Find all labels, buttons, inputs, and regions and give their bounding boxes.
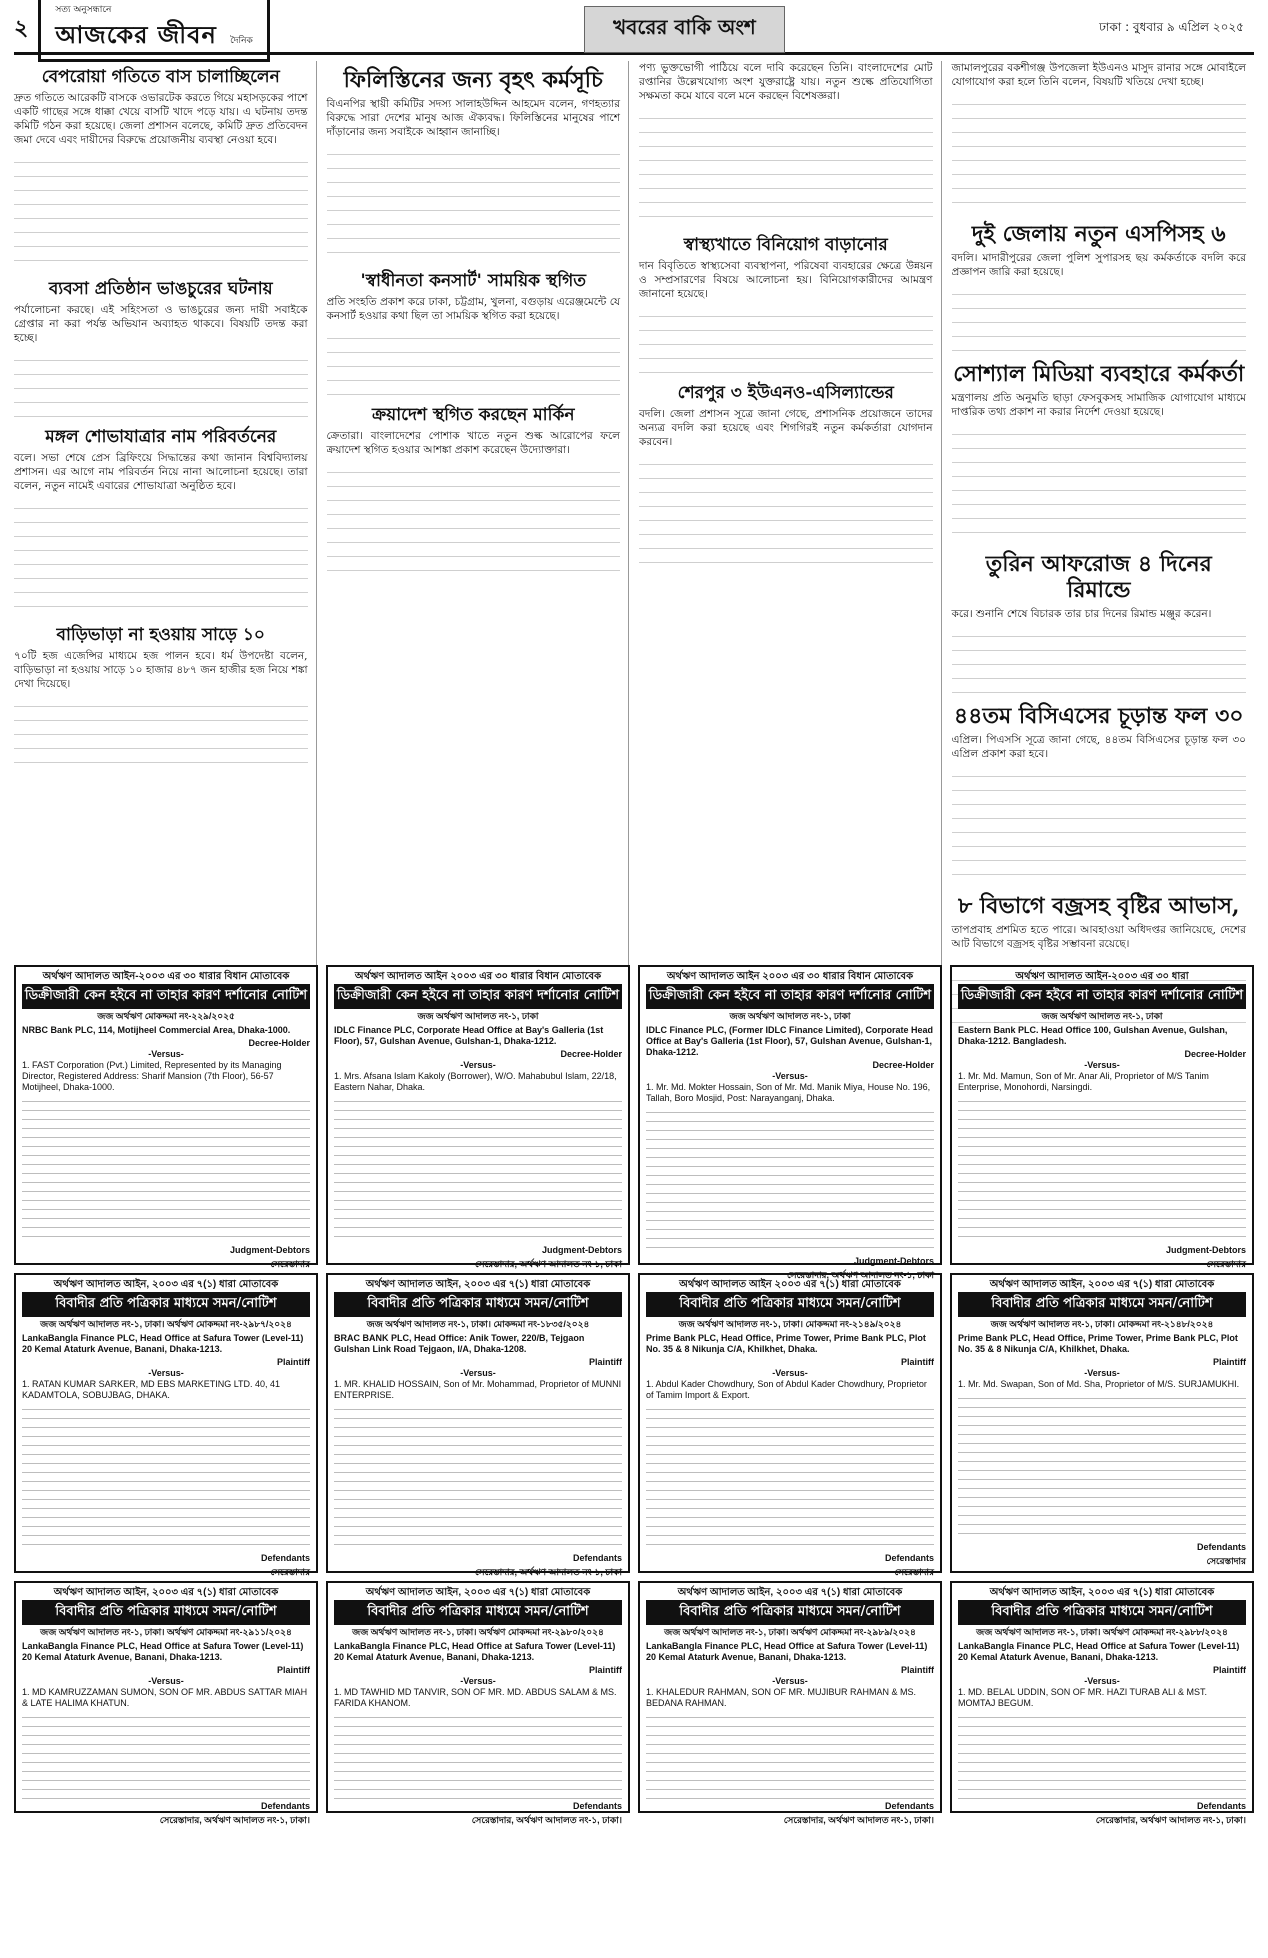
headline[interactable]: ৮ বিভাগে বজ্রসহ বৃষ্টির আভাস, bbox=[957, 893, 1240, 919]
article-text: দ্রুত গতিতে আরেকটি বাসকে ওভারটেক করতে গিয়ে মহাসড়কের পাশে একটি গাছের সঙ্গে ধাক্কা খেয়ে বাসটি খাদে পড়ে যায়। এ ঘটনায় তদন্ত কমিটি গঠন করা হয়েছে। জেলা প্রশাসন বলেছে, কমিটি দ্রুত প্রতিবেদন জমা দেবে এবং দায়ীদের বিরুদ্ধে প্রয়োজনীয় ব্যবস্থা নেওয়া হবে। bbox=[14, 92, 308, 146]
legal-notice[interactable] bbox=[950, 1273, 1254, 1573]
notice-signature: সেরেস্তাদার bbox=[1206, 1556, 1246, 1566]
notice-versus: -Versus- bbox=[148, 1368, 184, 1378]
headline[interactable]: সোশ্যাল মিডিয়া ব্যবহারে কর্মকর্তা bbox=[953, 361, 1245, 387]
article bbox=[14, 427, 308, 619]
notice-body-lines bbox=[22, 1711, 310, 1801]
notice-act: অর্থঋণ আদালত আইন-২০০৩ এর ৩০ ধারার বিধান মোতাবেক bbox=[42, 971, 290, 982]
notice-plaintiff: LankaBangla Finance PLC, Head Office at Safura Tower (Level-11) 20 Kemal Ataturk Avenue, Banani, Dhaka-1213. bbox=[22, 1333, 304, 1354]
notice-case-number: জজ অর্থঋণ মোকদ্দমা নং-২২৯/২০২৫ bbox=[97, 1011, 235, 1021]
notice-act: অর্থঋণ আদালত আইন ২০০৩ এর ৩০ ধারার বিধান মোতাবেক bbox=[354, 971, 602, 982]
notice-plaintiff-role: Plaintiff bbox=[901, 1357, 934, 1367]
headline[interactable]: ৪৪তম বিসিএসের চূড়ান্ত ফল ৩০ bbox=[953, 703, 1244, 729]
legal-notice[interactable] bbox=[14, 965, 318, 1269]
notice-defendants: 1. Mr. Md. Swapan, Son of Md. Sha, Proprietor of M/S. SURJAMUKHI. bbox=[958, 1379, 1240, 1389]
notice-plaintiff: BRAC BANK PLC, Head Office: Anik Tower, 220/B, Tejgaon Gulshan Link Road Tejgaon, I/A, Dhaka-1208. bbox=[334, 1333, 585, 1354]
notice-body-lines bbox=[334, 1403, 622, 1553]
notice-act: অর্থঋণ আদালত আইন ২০০৩ এর ৭(১) ধারা মোতাবেক bbox=[679, 1279, 901, 1290]
notice-defendant-role: Judgment-Debtors bbox=[229, 1245, 310, 1255]
notice-case-number: জজ অর্থঋণ আদালত নং-১, ঢাকা। মোকদ্দমা নং-২১৪৯/২০২৪ bbox=[678, 1319, 902, 1329]
notice-case-number: জজ অর্থঋণ আদালত নং-১, ঢাকা। অর্থঋণ মোকদ্দমা নং-২৯৮০/২০২৪ bbox=[352, 1627, 604, 1637]
notice-act: অর্থঋণ আদালত আইন, ২০০৩ এর ৭(১) ধারা মোতাবেক bbox=[53, 1279, 279, 1290]
notice-versus: -Versus- bbox=[460, 1060, 496, 1070]
notice-act: অর্থঋণ আদালত আইন ২০০৩ এর ৩০ ধারার বিধান মোতাবেক bbox=[666, 971, 914, 982]
article-text: ক্রেতারা। বাংলাদেশের পোশাক খাতে নতুন শুল্ক আরোপের ফলে ক্রয়াদেশ স্থগিত হওয়ার আশঙ্কা প্রকাশ করেছেন উদ্যোক্তারা। bbox=[326, 430, 620, 456]
article bbox=[327, 271, 621, 399]
article-body-lines bbox=[952, 95, 1247, 215]
notice-defendants: 1. Mrs. Afsana Islam Kakoly (Borrower), W/O. Mahabubul Islam, 22/18, Eastern Nahar, Dhaka. bbox=[334, 1071, 617, 1092]
notice-title: ডিক্রীজারী কেন হইবে না তাহার কারণ দর্শানোর নোটিশ bbox=[646, 984, 934, 1009]
notice-act: অর্থঋণ আদালত আইন, ২০০৩ এর ৭(১) ধারা মোতাবেক bbox=[989, 1587, 1215, 1598]
notice-case-number: জজ অর্থঋণ আদালত নং-১, ঢাকা। অর্থঋণ মোকদ্দমা নং-২৯৮৭/২০২৪ bbox=[40, 1319, 292, 1329]
notice-body-lines bbox=[22, 1095, 310, 1245]
headline[interactable]: মঙ্গল শোভাযাত্রার নাম পরিবর্তনের bbox=[45, 427, 277, 447]
article bbox=[952, 703, 1247, 887]
headline[interactable]: স্বাস্থ্যখাতে বিনিয়োগ বাড়ানোর bbox=[683, 235, 888, 255]
notice-signature: সেরেস্তাদার bbox=[270, 1259, 310, 1269]
dateline: ঢাকা : বুধবার ৯ এপ্রিল ২০২৫ bbox=[1099, 20, 1244, 34]
notice-defendant-role: Defendants bbox=[884, 1801, 934, 1811]
headline[interactable]: ফিলিস্তিনের জন্য বৃহৎ কর্মসূচি bbox=[343, 67, 603, 93]
article-text: বিএনপির স্থায়ী কমিটির সদস্য সালাহউদ্দিন আহমেদ বলেন, গণহত্যার বিরুদ্ধে সারা দেশের মানুষ আজ ঐক্যবদ্ধ। ফিলিস্তিনের মানুষের পাশে দাঁড়ানোর জন্য সবাইকে আহ্বান জানাচ্ছি। bbox=[326, 98, 620, 138]
article-body-lines bbox=[14, 697, 308, 767]
notice-body-lines bbox=[22, 1403, 310, 1553]
column-3 bbox=[639, 61, 942, 1033]
article-body-lines bbox=[14, 499, 308, 619]
notice-title: বিবাদীর প্রতি পত্রিকার মাধ্যমে সমন/নোটিশ bbox=[334, 1292, 622, 1317]
article bbox=[327, 405, 621, 583]
notice-act: অর্থঋণ আদালত আইন-২০০৩ এর ৩০ ধারা bbox=[1015, 971, 1189, 982]
notice-title: ডিক্রীজারী কেন হইবে না তাহার কারণ দর্শানোর নোটিশ bbox=[958, 984, 1246, 1009]
notice-plaintiff-role: Plaintiff bbox=[277, 1665, 310, 1675]
article-text: পর্যালোচনা করছে। এই সহিংসতা ও ভাঙচুরের জন্য দায়ী সবাইকে গ্রেপ্তার না করা পর্যন্ত অভিযান অব্যাহত থাকবে। বিষয়টি তদন্ত করা হচ্ছে। bbox=[14, 304, 308, 344]
notice-plaintiff: LankaBangla Finance PLC, Head Office at Safura Tower (Level-11) 20 Kemal Ataturk Avenue, Banani, Dhaka-1213. bbox=[646, 1641, 928, 1662]
logo-tagline: সত্য অনুসন্ধানে bbox=[55, 4, 112, 15]
column-1 bbox=[14, 61, 317, 1033]
notice-title: বিবাদীর প্রতি পত্রিকার মাধ্যমে সমন/নোটিশ bbox=[646, 1600, 934, 1625]
article bbox=[639, 61, 933, 229]
notice-plaintiff-role: Plaintiff bbox=[901, 1665, 934, 1675]
article-body-lines bbox=[14, 153, 308, 273]
page-number: ২ bbox=[14, 15, 29, 41]
notice-signature: সেরেস্তাদার, অর্থঋণ আদালত নং-১, ঢাকা। bbox=[1095, 1815, 1246, 1825]
notice-versus: -Versus- bbox=[460, 1676, 496, 1686]
notice-act: অর্থঋণ আদালত আইন, ২০০৩ এর ৭(১) ধারা মোতাবেক bbox=[989, 1279, 1215, 1290]
notice-plaintiff: Prime Bank PLC, Head Office, Prime Tower, Prime Bank PLC, Plot No. 35 & 8 Nikunja C/A, Khilkhet, Dhaka. bbox=[958, 1333, 1238, 1354]
legal-notice[interactable] bbox=[326, 1581, 630, 1825]
article-body-lines bbox=[14, 351, 308, 421]
notice-defendants: 1. Mr. Md. Mokter Hossain, Son of Mr. Md. Manik Miya, House No. 196, Tallah, Boro Mosjid, Post: Narayanganj, Dhaka. bbox=[646, 1082, 931, 1103]
notice-versus: -Versus- bbox=[1084, 1676, 1120, 1686]
notice-plaintiff-role: Decree-Holder bbox=[872, 1060, 934, 1070]
article-body-lines bbox=[639, 307, 933, 377]
notice-plaintiff-role: Plaintiff bbox=[589, 1357, 622, 1367]
legal-notice[interactable] bbox=[638, 965, 942, 1280]
notice-title: বিবাদীর প্রতি পত্রিকার মাধ্যমে সমন/নোটিশ bbox=[22, 1600, 310, 1625]
logo-sub: দৈনিক bbox=[230, 35, 253, 46]
notice-body-lines bbox=[334, 1095, 622, 1245]
notice-plaintiff-role: Decree-Holder bbox=[1184, 1049, 1246, 1059]
notice-case-number: জজ অর্থঋণ আদালত নং-১, ঢাকা। মোকদ্দমা নং-২১৪৮/২০২৪ bbox=[990, 1319, 1214, 1329]
article-text: এপ্রিল। পিএসসি সূত্রে জানা গেছে, ৪৪তম বিসিএসের চূড়ান্ত ফল ৩০ এপ্রিল প্রকাশ করা হবে। bbox=[951, 734, 1246, 760]
headline[interactable]: 'স্বাধীনতা কনসার্ট' সাময়িক স্থগিত bbox=[360, 271, 586, 291]
headline[interactable]: তুরিন আফরোজ ৪ দিনের রিমান্ডে bbox=[985, 551, 1212, 603]
notice-versus: -Versus- bbox=[148, 1049, 184, 1059]
notice-plaintiff: Prime Bank PLC, Head Office, Prime Tower, Prime Bank PLC, Plot No. 35 & 8 Nikunja C/A, Khilkhet, Dhaka. bbox=[646, 1333, 926, 1354]
notice-versus: -Versus- bbox=[1084, 1060, 1120, 1070]
notice-title: ডিক্রীজারী কেন হইবে না তাহার কারণ দর্শানোর নোটিশ bbox=[334, 984, 622, 1009]
article-text: মন্ত্রণালয় প্রতি অনুমতি ছাড়া ফেসবুকসহ সামাজিক যোগাযোগ মাধ্যমে দাপ্তরিক তথ্য প্রকাশ না করার নির্দেশ দেওয়া হয়েছে। bbox=[951, 392, 1246, 418]
notice-defendants: 1. FAST Corporation (Pvt.) Limited, Represented by its Managing Director, Registered Address: Sharif Mansion (7th Floor), 56-57 Motijheel, Dhaka-1000. bbox=[22, 1060, 282, 1092]
legal-notice[interactable] bbox=[326, 1273, 630, 1577]
headline[interactable]: বাড়িভাড়া না হওয়ায় সাড়ে ১০ bbox=[56, 625, 265, 645]
article-text: দান বিবৃতিতে স্বাস্থ্যসেবা ব্যবস্থাপনা, পরিষেবা ব্যবহারের ক্ষেত্রে উন্নয়ন ও সম্প্রসারণের বিষয়ে আলোচনা হয়। বিনিয়োগকারীদের আমন্ত্রণ জানানো হয়েছে। bbox=[639, 260, 933, 300]
notice-plaintiff: IDLC Finance PLC, (Former IDLC Finance Limited), Corporate Head Office at Bay's Galleria (1st Floor), 57, Gulshan Avenue, Gulshan-1, Dhaka-1212. bbox=[646, 1025, 934, 1057]
logo-text: আজকের জীবন bbox=[55, 19, 217, 49]
notice-defendants: 1. Abdul Kader Chowdhury, Son of Abdul Kader Chowdhury, Proprietor of Tamim Import & Export. bbox=[646, 1379, 927, 1400]
article bbox=[952, 361, 1247, 545]
masthead bbox=[14, 6, 1254, 55]
notice-title: বিবাদীর প্রতি পত্রিকার মাধ্যমে সমন/নোটিশ bbox=[22, 1292, 310, 1317]
notice-act: অর্থঋণ আদালত আইন, ২০০৩ এর ৭(১) ধারা মোতাবেক bbox=[365, 1279, 591, 1290]
notice-plaintiff-role: Plaintiff bbox=[1213, 1665, 1246, 1675]
article bbox=[327, 67, 621, 265]
notice-case-number: জজ অর্থঋণ আদালত নং-১, ঢাকা bbox=[729, 1011, 851, 1021]
notice-versus: -Versus- bbox=[460, 1368, 496, 1378]
notice-defendants: 1. MD KAMRUZZAMAN SUMON, SON OF MR. ABDUS SATTAR MIAH & LATE HALIMA KHATUN. bbox=[22, 1687, 308, 1708]
notice-body-lines bbox=[646, 1403, 934, 1553]
article-text: জামালপুরের বকশীগঞ্জ উপজেলা ইউএনও মাসুদ রানার সঙ্গে মোবাইলে যোগাযোগ করা হলে তিনি বলেন, বিষয়টি খতিয়ে দেখা হচ্ছে। bbox=[951, 62, 1246, 88]
notice-case-number: জজ অর্থঋণ আদালত নং-১, ঢাকা। মোকদ্দমা নং-১৮৩৫/২০২৪ bbox=[366, 1319, 590, 1329]
newspaper-logo[interactable] bbox=[38, 0, 269, 62]
notice-body-lines bbox=[958, 1095, 1246, 1245]
notice-signature: সেরেস্তাদার, অর্থঋণ আদালত নং-১, ঢাকা bbox=[786, 1270, 934, 1280]
headline[interactable]: ব্যবসা প্রতিষ্ঠান ভাঙচুরের ঘটনায় bbox=[48, 279, 273, 299]
notice-defendant-role: Defendants bbox=[572, 1801, 622, 1811]
section-title: খবরের বাকি অংশ bbox=[584, 6, 785, 53]
article-text: তাপপ্রবাহ প্রশমিত হতে পারে। আবহাওয়া অধিদপ্তর জানিয়েছে, দেশের আট বিভাগে বজ্রসহ বৃষ্টির সম্ভাবনা রয়েছে। bbox=[951, 924, 1246, 950]
notice-plaintiff: NRBC Bank PLC, 114, Motijheel Commercial Area, Dhaka-1000. bbox=[22, 1025, 291, 1035]
notice-signature: সেরেস্তাদার, অর্থঋণ আদালত নং-১, ঢাকা bbox=[474, 1259, 622, 1269]
notice-defendants: 1. MD. BELAL UDDIN, SON OF MR. HAZI TURAB ALI & MST. MOMTAJ BEGUM. bbox=[958, 1687, 1208, 1708]
notice-defendant-role: Defendants bbox=[572, 1553, 622, 1563]
legal-notice[interactable] bbox=[950, 965, 1254, 1269]
article bbox=[639, 235, 933, 377]
notice-case-number: জজ অর্থঋণ আদালত নং-১, ঢাকা। অর্থঋণ মোকদ্দমা নং-২৯৮৯/২০২৪ bbox=[664, 1627, 916, 1637]
article bbox=[952, 221, 1247, 355]
notice-title: বিবাদীর প্রতি পত্রিকার মাধ্যমে সমন/নোটিশ bbox=[958, 1292, 1246, 1317]
notice-defendants: 1. KHALEDUR RAHMAN, SON OF MR. MUJIBUR RAHMAN & MS. BEDANA RAHMAN. bbox=[646, 1687, 917, 1708]
article bbox=[639, 383, 933, 575]
article bbox=[14, 67, 308, 273]
notice-signature: সেরেস্তাদার, অর্থঋণ আদালত নং-১, ঢাকা। bbox=[159, 1815, 310, 1825]
notice-defendant-role: Defendants bbox=[884, 1553, 934, 1563]
article bbox=[952, 551, 1247, 697]
notice-plaintiff: IDLC Finance PLC, Corporate Head Office at Bay's Galleria (1st Floor), 57, Gulshan Avenue, Gulshan-1, Dhaka-1212. bbox=[334, 1025, 604, 1046]
article-text: বলে। সভা শেষে প্রেস ব্রিফিংয়ে সিদ্ধান্তের কথা জানান বিশ্ববিদ্যালয় প্রশাসন। এর আগে নাম পরিবর্তন নিয়ে নানা আলোচনা হয়েছে। তারা বলেন, নতুন নামেই এবারের শোভাযাত্রা অনুষ্ঠিত হবে। bbox=[14, 452, 308, 492]
notice-signature: সেরেস্তাদার, অর্থঋণ আদালত নং-১, ঢাকা। bbox=[471, 1815, 622, 1825]
article-text: ৭০টি হজ এজেন্সির মাধ্যমে হজ পালন হবে। ধর্ম উপদেষ্টা বলেন, বাড়িভাড়া না হওয়ায় সাড়ে ১০ হাজার ৪৮৭ জন হাজীর হজ নিয়ে শঙ্কা দেখা দিয়েছে। bbox=[14, 650, 308, 690]
article-body-lines bbox=[952, 627, 1247, 697]
notice-signature: সেরেস্তাদার bbox=[894, 1567, 934, 1577]
notice-body-lines bbox=[646, 1711, 934, 1801]
notice-plaintiff: LankaBangla Finance PLC, Head Office at Safura Tower (Level-11) 20 Kemal Ataturk Avenue, Banani, Dhaka-1213. bbox=[334, 1641, 616, 1662]
legal-notices bbox=[14, 965, 1254, 1825]
legal-notice[interactable] bbox=[326, 965, 630, 1269]
notice-defendant-role: Defendants bbox=[260, 1553, 310, 1563]
headline[interactable]: দুই জেলায় নতুন এসপিসহ ৬ bbox=[971, 221, 1226, 247]
notice-case-number: জজ অর্থঋণ আদালত নং-১, ঢাকা bbox=[1041, 1011, 1163, 1021]
notice-versus: -Versus- bbox=[772, 1368, 808, 1378]
notice-defendant-role: Defendants bbox=[1196, 1542, 1246, 1552]
article-body-lines bbox=[327, 463, 621, 583]
notice-defendant-role: Defendants bbox=[1196, 1801, 1246, 1811]
article-body-lines bbox=[639, 455, 933, 575]
column-2 bbox=[327, 61, 630, 1033]
article bbox=[14, 279, 308, 421]
article-body-lines bbox=[639, 109, 933, 229]
notice-case-number: জজ অর্থঋণ আদালত নং-১, ঢাকা bbox=[417, 1011, 539, 1021]
notice-case-number: জজ অর্থঋণ আদালত নং-১, ঢাকা। অর্থঋণ মোকদ্দমা নং-২৯১১/২০২৪ bbox=[40, 1627, 292, 1637]
headline[interactable]: শেরপুর ৩ ইউএনও-এসিল্যান্ডের bbox=[677, 383, 894, 403]
article bbox=[14, 625, 308, 767]
notice-title: বিবাদীর প্রতি পত্রিকার মাধ্যমে সমন/নোটিশ bbox=[334, 1600, 622, 1625]
notice-defendants: 1. MD TAWHID MD TANVIR, SON OF MR. MD. ABDUS SALAM & MS. FARIDA KHANOM. bbox=[334, 1687, 617, 1708]
notice-defendants: 1. MR. KHALID HOSSAIN, Son of Mr. Mohammad, Proprietor of MUNNI ENTERPRISE. bbox=[334, 1379, 622, 1400]
article-columns bbox=[14, 61, 1254, 961]
notice-defendant-role: Judgment-Debtors bbox=[541, 1245, 622, 1255]
legal-notice[interactable] bbox=[14, 1273, 318, 1577]
notice-body-lines bbox=[958, 1392, 1246, 1542]
notice-act: অর্থঋণ আদালত আইন, ২০০৩ এর ৭(১) ধারা মোতাবেক bbox=[365, 1587, 591, 1598]
notice-plaintiff: LankaBangla Finance PLC, Head Office at Safura Tower (Level-11) 20 Kemal Ataturk Avenue, Banani, Dhaka-1213. bbox=[22, 1641, 304, 1662]
article-text: প্রতি সংহতি প্রকাশ করে ঢাকা, চট্টগ্রাম, খুলনা, বগুড়ায় এরেঞ্জমেন্টে যে কনসার্ট হওয়ার কথা ছিল তা সাময়িক স্থগিত করা হয়েছে। bbox=[326, 296, 620, 322]
notice-signature: সেরেস্তাদার bbox=[270, 1567, 310, 1577]
legal-notice[interactable] bbox=[14, 1581, 318, 1825]
notice-act: অর্থঋণ আদালত আইন, ২০০৩ এর ৭(১) ধারা মোতাবেক bbox=[677, 1587, 903, 1598]
notice-versus: -Versus- bbox=[772, 1676, 808, 1686]
notice-plaintiff-role: Plaintiff bbox=[589, 1665, 622, 1675]
notice-act: অর্থঋণ আদালত আইন, ২০০৩ এর ৭(১) ধারা মোতাবেক bbox=[53, 1587, 279, 1598]
notice-defendants: 1. RATAN KUMAR SARKER, MD EBS MARKETING LTD. 40, 41 KADAMTOLA, SOBUJBAG, DHAKA. bbox=[22, 1379, 281, 1400]
notice-plaintiff: LankaBangla Finance PLC, Head Office at Safura Tower (Level-11) 20 Kemal Ataturk Avenue, Banani, Dhaka-1213. bbox=[958, 1641, 1240, 1662]
headline[interactable]: বেপরোয়া গতিতে বাস চালাচ্ছিলেন bbox=[41, 67, 280, 87]
headline[interactable]: ক্রয়াদেশ স্থগিত করছেন মার্কিন bbox=[371, 405, 575, 425]
legal-notice[interactable] bbox=[638, 1273, 942, 1577]
notice-defendant-role: Defendants bbox=[260, 1801, 310, 1811]
article-text: বদলি। জেলা প্রশাসন সূত্রে জানা গেছে, প্রশাসনিক প্রয়োজনে তাদের অন্যত্র বদলি করা হয়েছে এবং শিগগিরই নতুন কর্মকর্তারা যোগদান করবেন। bbox=[639, 408, 933, 448]
notice-plaintiff-role: Decree-Holder bbox=[560, 1049, 622, 1059]
notice-plaintiff-role: Plaintiff bbox=[1213, 1357, 1246, 1367]
article-body-lines bbox=[952, 425, 1247, 545]
notice-body-lines bbox=[958, 1711, 1246, 1801]
article-text: পণ্য ভুক্তভোগী পাঠিয়ে বলে দাবি করেছেন তিনি। বাংলাদেশের মোট রপ্তানির উল্লেখযোগ্য অংশ যুক্তরাষ্ট্রে যায়। নতুন শুল্কে প্রতিযোগিতা সক্ষমতা কমে যাবে বলে মনে করছেন বিশেষজ্ঞরা। bbox=[639, 62, 933, 102]
column-4 bbox=[952, 61, 1255, 1033]
notice-plaintiff: Eastern Bank PLC. Head Office 100, Gulshan Avenue, Gulshan, Dhaka-1212. Bangladesh. bbox=[958, 1025, 1228, 1046]
notice-versus: -Versus- bbox=[148, 1676, 184, 1686]
notice-versus: -Versus- bbox=[772, 1071, 808, 1081]
article-body-lines bbox=[327, 145, 621, 265]
article-text: করে। শুনানি শেষে বিচারক তার চার দিনের রিমান্ড মঞ্জুর করেন। bbox=[951, 608, 1212, 620]
article-body-lines bbox=[327, 329, 621, 399]
article bbox=[952, 61, 1247, 215]
notice-title: ডিক্রীজারী কেন হইবে না তাহার কারণ দর্শানোর নোটিশ bbox=[22, 984, 310, 1009]
notice-versus: -Versus- bbox=[1084, 1368, 1120, 1378]
notice-plaintiff-role: Plaintiff bbox=[277, 1357, 310, 1367]
notice-case-number: জজ অর্থঋণ আদালত নং-১, ঢাকা। অর্থঋণ মোকদ্দমা নং-২৯৮৮/২০২৪ bbox=[976, 1627, 1228, 1637]
notice-title: বিবাদীর প্রতি পত্রিকার মাধ্যমে সমন/নোটিশ bbox=[646, 1292, 934, 1317]
notice-plaintiff-role: Decree-Holder bbox=[248, 1038, 310, 1048]
notice-body-lines bbox=[334, 1711, 622, 1801]
article-body-lines bbox=[952, 285, 1247, 355]
notice-body-lines bbox=[646, 1106, 934, 1256]
notice-defendant-role: Judgment-Debtors bbox=[853, 1256, 934, 1266]
notice-signature: সেরেস্তাদার, অর্থঋণ আদালত নং-১, ঢাকা bbox=[474, 1567, 622, 1577]
legal-notice[interactable] bbox=[638, 1581, 942, 1825]
notice-signature: সেরেস্তাদার bbox=[1206, 1259, 1246, 1269]
legal-notice[interactable] bbox=[950, 1581, 1254, 1825]
notice-signature: সেরেস্তাদার, অর্থঋণ আদালত নং-১, ঢাকা। bbox=[783, 1815, 934, 1825]
notice-title: বিবাদীর প্রতি পত্রিকার মাধ্যমে সমন/নোটিশ bbox=[958, 1600, 1246, 1625]
article-body-lines bbox=[952, 767, 1247, 887]
notice-defendants: 1. Mr. Md. Mamun, Son of Mr. Anar Ali, Proprietor of M/S Tanim Enterprise, Monohordi, Narsingdi. bbox=[958, 1071, 1209, 1092]
article-text: বদলি। মাদারীপুরের জেলা পুলিশ সুপারসহ ছয় কর্মকর্তাকে বদলি করে প্রজ্ঞাপন জারি করা হয়েছে। bbox=[951, 252, 1246, 278]
notice-defendant-role: Judgment-Debtors bbox=[1165, 1245, 1246, 1255]
